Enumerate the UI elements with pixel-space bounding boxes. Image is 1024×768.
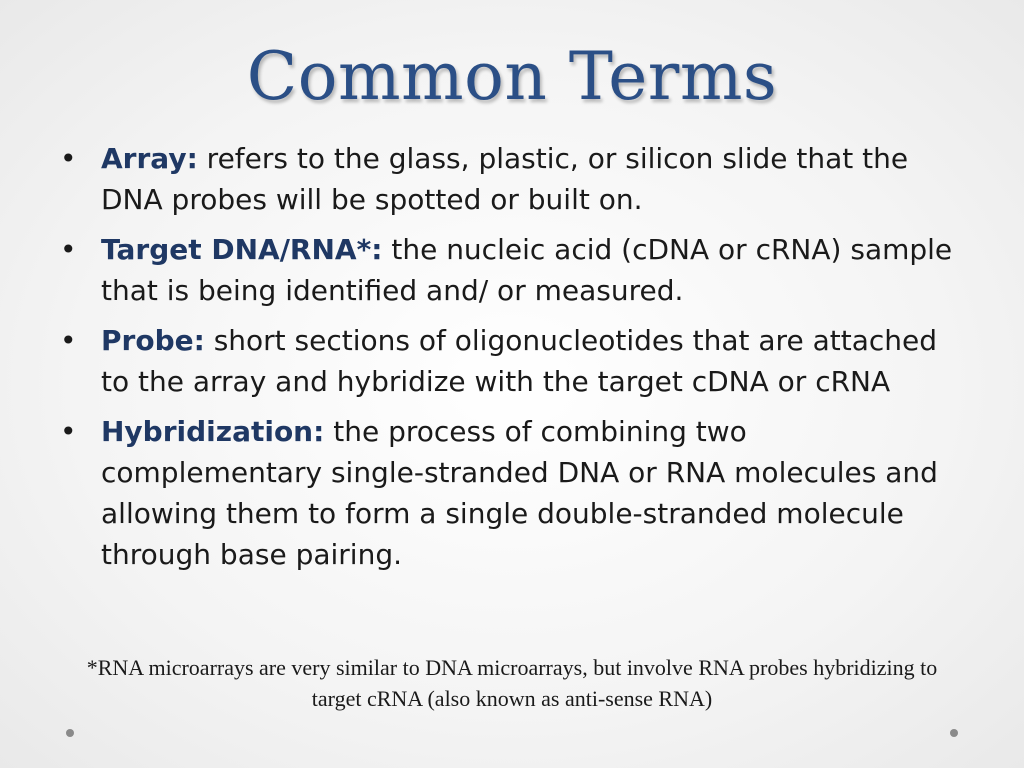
bullet-list	[60, 138, 960, 584]
bullet-item-target	[60, 229, 960, 311]
bullet-item-hybridization	[60, 411, 960, 575]
bullet-icon: •	[60, 415, 77, 448]
slide-title: Common Terms	[246, 38, 778, 115]
term-label: Array:	[101, 142, 198, 175]
term-definition: the nucleic acid (cDNA or cRNA) sample that is being identified and/ or measured.	[101, 233, 953, 307]
term-label: Probe:	[101, 324, 205, 357]
bullet-item-probe	[60, 320, 960, 402]
term-label: Hybridization:	[101, 415, 325, 448]
bullet-icon: •	[60, 233, 77, 266]
term-definition: the process of combining two complementary single-stranded DNA or RNA molecules and allowing them to form a single double-stranded molecule through base pairing.	[101, 415, 938, 571]
term-definition: short sections of oligonucleotides that are attached to the array and hybridize with the target cDNA or cRNA	[101, 324, 937, 398]
term-label: Target DNA/RNA*:	[101, 233, 383, 266]
footnote: *RNA microarrays are very similar to DNA microarrays, but involve RNA probes hybridizing to target cRNA (also known as anti-sense RNA)	[86, 655, 938, 711]
corner-dot-right-icon	[950, 729, 958, 737]
term-definition: refers to the glass, plastic, or silicon slide that the DNA probes will be spotted or built on.	[101, 142, 909, 216]
corner-dot-left-icon	[66, 729, 74, 737]
bullet-icon: •	[60, 142, 77, 175]
bullet-icon: •	[60, 324, 77, 357]
bullet-item-array	[60, 138, 960, 220]
